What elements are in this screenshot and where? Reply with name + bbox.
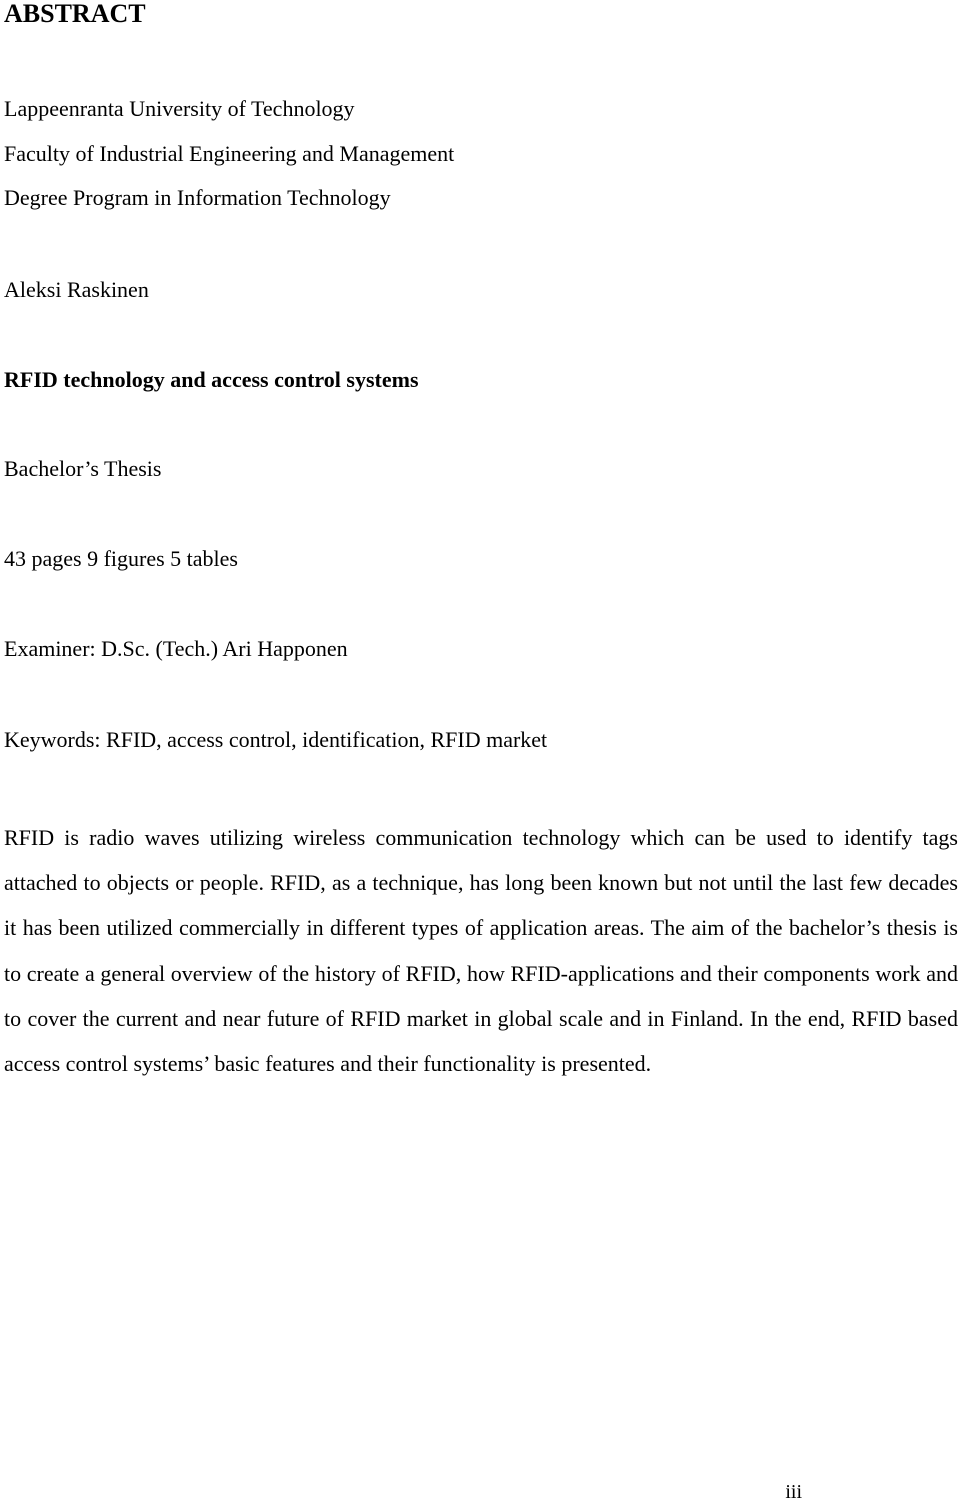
page-heading: ABSTRACT	[4, 0, 146, 28]
thesis-extent: 43 pages 9 figures 5 tables	[4, 546, 238, 571]
keywords-line: Keywords: RFID, access control, identification, RFID market	[4, 727, 548, 752]
degree-program: Degree Program in Information Technology	[4, 185, 391, 210]
thesis-title: RFID technology and access control systems	[4, 367, 419, 392]
faculty-name: Faculty of Industrial Engineering and Management	[4, 141, 455, 166]
university-name: Lappeenranta University of Technology	[4, 96, 355, 121]
page-number: iii	[785, 1481, 802, 1503]
thesis-type: Bachelor’s Thesis	[4, 456, 162, 481]
examiner-line: Examiner: D.Sc. (Tech.) Ari Happonen	[4, 636, 348, 661]
abstract-paragraph: RFID is radio waves utilizing wireless communication technology which can be used to identify tags attached to objects or people. RFID, as a technique, has long been known but not until the last few decades it has been utilized commercially in different types of application areas. The aim of the bachelor’s thesis is to create a general overview of the history of RFID, how RFID-applications and their components work and to cover the current and near future of RFID market in global scale and in Finland. In the end, RFID based access control systems’ basic features and their functionality is presented.	[4, 825, 958, 1077]
author-name: Aleksi Raskinen	[4, 277, 149, 302]
